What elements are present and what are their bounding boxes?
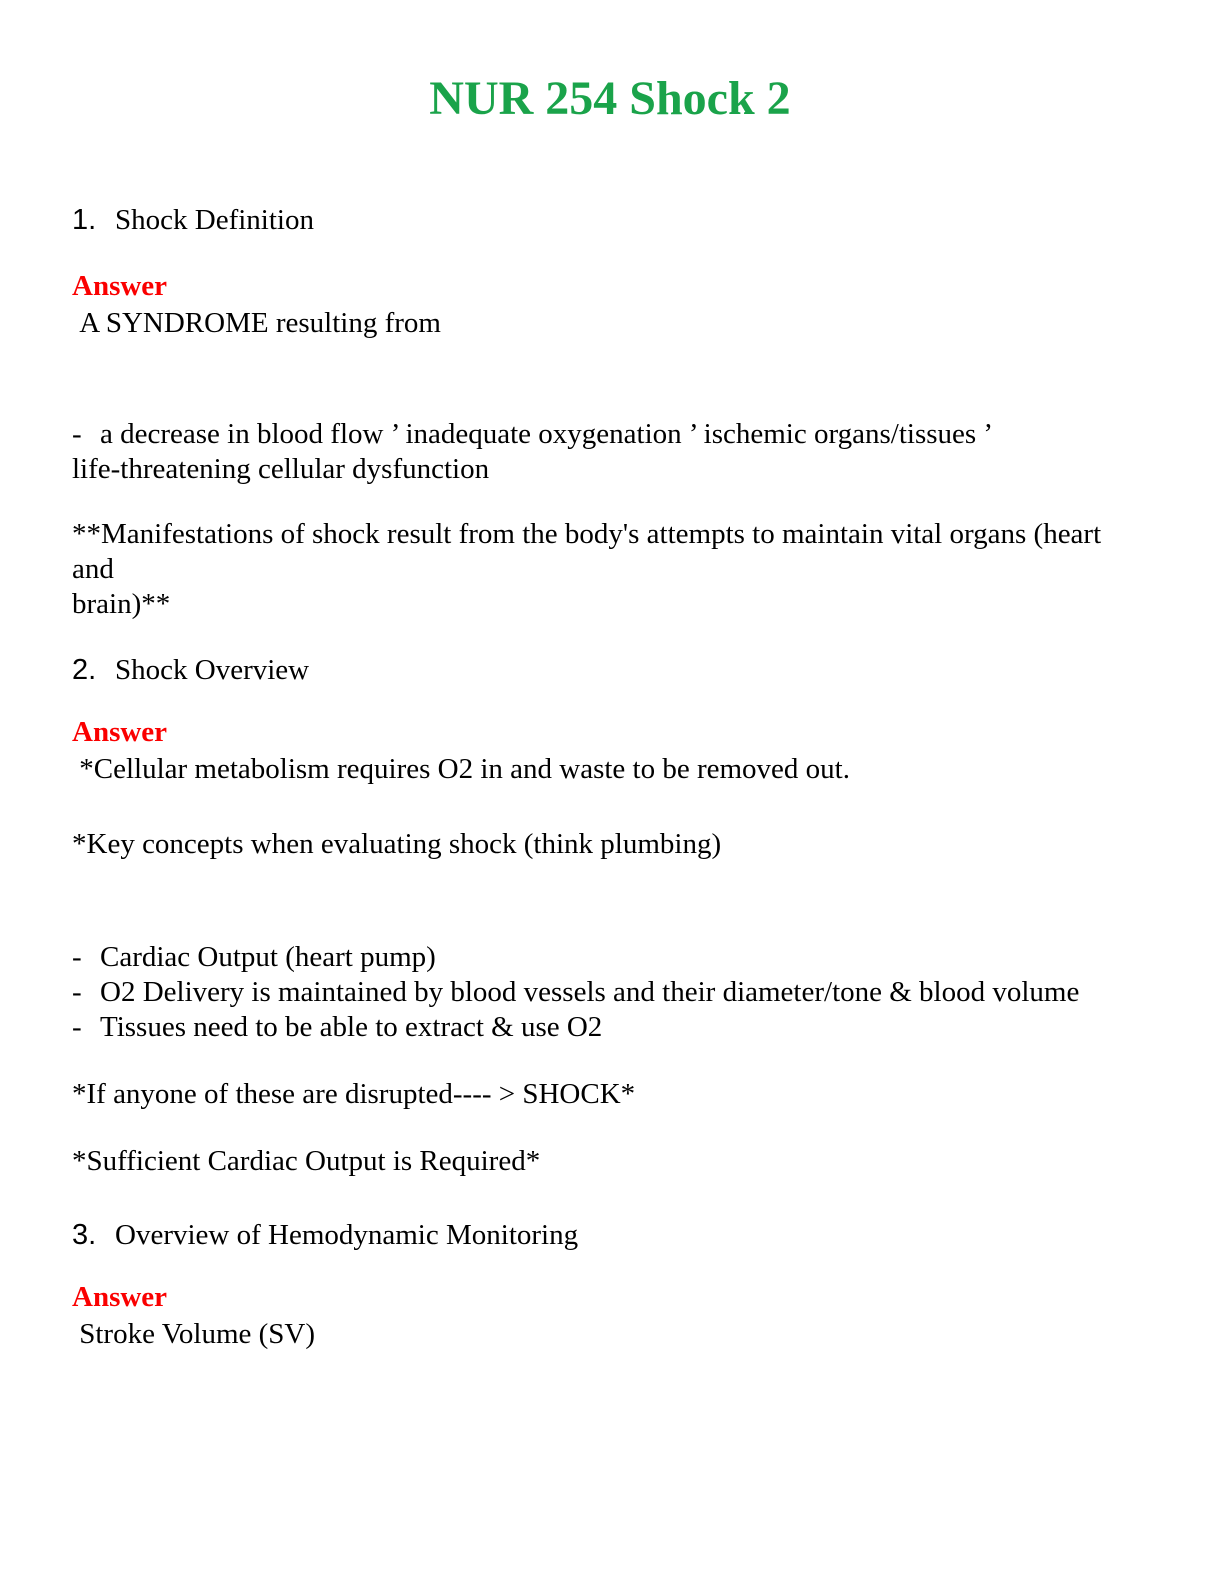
answer-label-3: Answer <box>72 1281 168 1313</box>
question-2-number: 2. <box>72 654 97 686</box>
answer-1-cause-chain <box>72 417 1148 452</box>
bullet-text: Tissues need to be able to extract & use O2 <box>100 1011 603 1043</box>
question-3-heading <box>72 1217 1148 1253</box>
question-1-text: Shock Definition <box>115 204 314 236</box>
bullet-text: O2 Delivery is maintained by blood vessels and their diameter/tone & blood volume <box>100 976 1080 1008</box>
list-item <box>72 1010 1148 1045</box>
manifestations-line-1: **Manifestations of shock result from the body's attempts to maintain vital organs (heart and <box>72 518 1109 585</box>
bullet-text: Cardiac Output (heart pump) <box>100 941 436 973</box>
dash-bullet: - <box>72 941 82 973</box>
answer-2-cellular: *Cellular metabolism requires O2 in and waste to be removed out. <box>72 753 850 785</box>
question-1-heading <box>72 202 1148 238</box>
dash-bullet: - <box>72 418 82 450</box>
answer-label-2: Answer <box>72 716 168 748</box>
answer-label-1: Answer <box>72 270 168 302</box>
answer-3-intro: Stroke Volume (SV) <box>72 1318 316 1350</box>
question-2-text: Shock Overview <box>115 654 310 686</box>
cause-chain-continuation: life-threatening cellular dysfunction <box>72 453 490 485</box>
answer-2-disrupted-note: *If anyone of these are disrupted---- > SHOCK* <box>72 1078 636 1110</box>
question-3-text: Overview of Hemodynamic Monitoring <box>115 1219 579 1251</box>
answer-2-sufficient-note: *Sufficient Cardiac Output is Required* <box>72 1145 541 1177</box>
answer-2-key-concepts: *Key concepts when evaluating shock (think plumbing) <box>72 828 722 860</box>
cause-chain-text: a decrease in blood flow ’ inadequate oxygenation ’ ischemic organs/tissues ’ <box>100 418 994 450</box>
list-item <box>72 940 1148 975</box>
question-2-heading <box>72 652 1148 688</box>
document-title: NUR 254 Shock 2 <box>429 72 791 125</box>
question-3-number: 3. <box>72 1219 97 1251</box>
manifestations-line-2: brain)** <box>72 588 171 620</box>
dash-bullet: - <box>72 1011 82 1043</box>
list-item <box>72 975 1148 1010</box>
dash-bullet: - <box>72 976 82 1008</box>
answer-1-intro: A SYNDROME resulting from <box>72 307 441 339</box>
question-1-number: 1. <box>72 204 97 236</box>
